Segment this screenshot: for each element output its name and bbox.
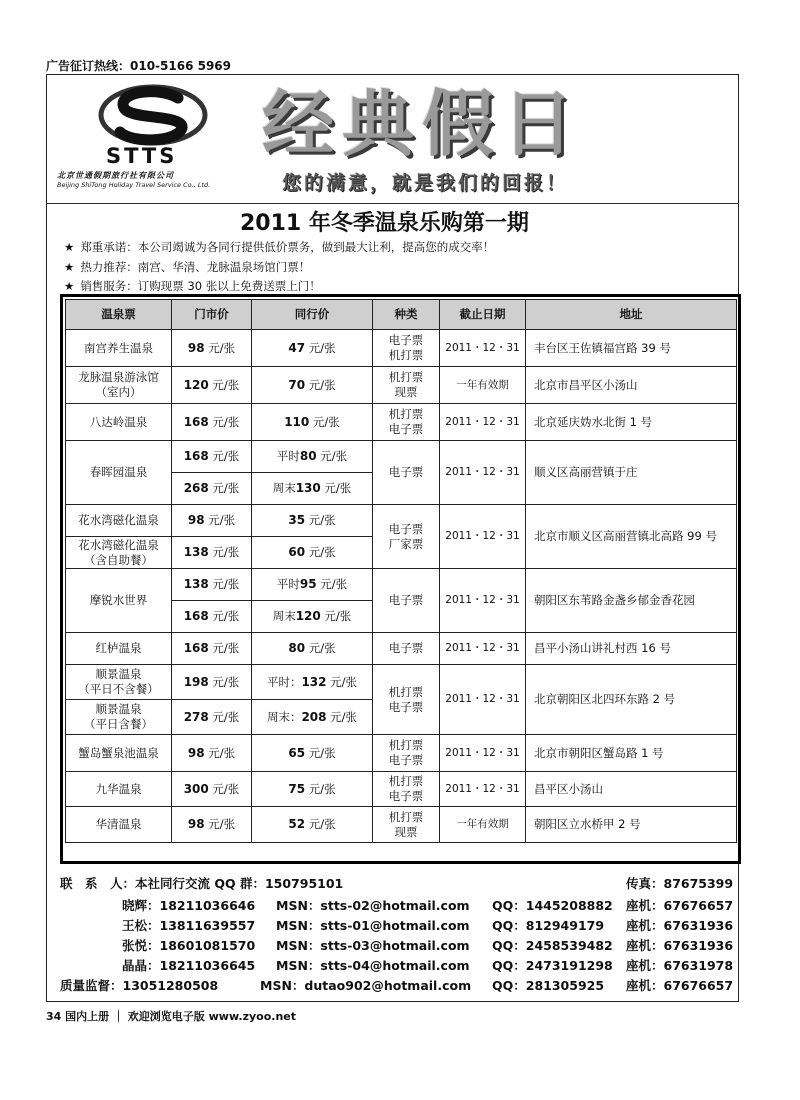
spring-name-cell: 南宫养生温泉 xyxy=(66,330,172,367)
company-name-en: Beijing ShiTong Holiday Travel Service Co., Ltd. xyxy=(57,181,211,189)
retail-price-cell: 98 元/张 xyxy=(172,505,252,537)
person-qq: QQ：1445208882 xyxy=(492,898,613,913)
supervisor-row xyxy=(60,976,740,996)
trade-price-cell: 110 元/张 xyxy=(252,404,373,441)
retail-price-cell: 168 元/张 xyxy=(172,633,252,665)
ad-hotline: 广告征订热线：010-5166 5969 xyxy=(46,59,232,73)
ticket-type-cell: 机打票 电子票 xyxy=(373,735,440,772)
table-row xyxy=(66,441,737,473)
spring-name-cell: 春晖园温泉 xyxy=(66,441,172,505)
address-cell: 北京朝阳区北四环东路 2 号 xyxy=(526,665,737,735)
trade-price-cell: 周末130 元/张 xyxy=(252,473,373,505)
promise-item: ★ 销售服务：订购现票 30 张以上免费送票上门！ xyxy=(64,279,321,293)
trade-price-cell: 平时80 元/张 xyxy=(252,441,373,473)
ticket-type-cell: 机打票 现票 xyxy=(373,367,440,404)
retail-price-cell: 138 元/张 xyxy=(172,537,252,569)
table-header-row xyxy=(66,300,737,330)
expiry-date-cell: 2011・12・31 xyxy=(440,441,526,505)
address-cell: 北京市朝阳区蟹岛路 1 号 xyxy=(526,735,737,772)
table-row xyxy=(66,367,737,404)
expiry-date-cell: 2011・12・31 xyxy=(440,569,526,633)
table-row xyxy=(66,330,737,367)
address-cell: 朝阳区东苇路金盏乡郁金香花园 xyxy=(526,569,737,633)
trade-price-cell: 70 元/张 xyxy=(252,367,373,404)
ticket-type-cell: 电子票 xyxy=(373,441,440,505)
expiry-date-cell: 2011・12・31 xyxy=(440,505,526,569)
col-header: 种类 xyxy=(373,300,440,330)
address-cell: 昌平小汤山讲礼村西 16 号 xyxy=(526,633,737,665)
spring-name-cell: 顺景温泉 （平日不含餐） xyxy=(66,665,172,700)
address-cell: 北京市昌平区小汤山 xyxy=(526,367,737,404)
promise-list xyxy=(64,238,494,297)
address-cell: 昌平区小汤山 xyxy=(526,772,737,807)
person-qq: QQ：2458539482 xyxy=(492,938,613,953)
expiry-date-cell: 2011・12・31 xyxy=(440,735,526,772)
table-row xyxy=(66,735,737,772)
ticket-type-cell: 电子票 机打票 xyxy=(373,330,440,367)
retail-price-cell: 168 元/张 xyxy=(172,441,252,473)
ticket-type-cell: 电子票 xyxy=(373,569,440,633)
company-name-cn: 北京世通假期旅行社有限公司 xyxy=(57,171,174,180)
trade-price-cell: 75 元/张 xyxy=(252,772,373,807)
person-tel: 座机：67631936 xyxy=(626,918,734,933)
retail-price-cell: 98 元/张 xyxy=(172,807,252,843)
ticket-type-cell: 机打票 现票 xyxy=(373,807,440,843)
page-footer: 34 国内上册 ｜ 欢迎浏览电子版 www.zyoo.net xyxy=(46,1010,297,1023)
person-tel: 座机：67631978 xyxy=(626,958,734,973)
spring-name-cell: 花水湾磁化温泉 xyxy=(66,505,172,537)
table-row xyxy=(66,569,737,601)
col-header: 截止日期 xyxy=(440,300,526,330)
retail-price-cell: 198 元/张 xyxy=(172,665,252,700)
spring-name-cell: 红栌温泉 xyxy=(66,633,172,665)
person-qq: QQ：812949179 xyxy=(492,918,605,933)
address-cell: 顺义区高丽营镇于庄 xyxy=(526,441,737,505)
ticket-type-cell: 电子票 厂家票 xyxy=(373,505,440,569)
ticket-type-cell: 机打票 电子票 xyxy=(373,404,440,441)
star-icon: ★ xyxy=(64,259,75,274)
promise-item: ★ 郑重承诺：本公司竭诚为各同行提供低价票务，做到最大让利，提高您的成交率！ xyxy=(64,240,495,254)
supervisor-qq: QQ：281305925 xyxy=(492,978,605,993)
person-phone: 王松：13811639557 xyxy=(122,918,256,933)
person-tel: 座机：67676657 xyxy=(626,898,734,913)
contact-person-row xyxy=(60,896,740,916)
spring-name-cell: 顺景温泉 （平日含餐） xyxy=(66,700,172,735)
contact-person-row xyxy=(60,956,740,976)
supervisor-msn: MSN：dutao902@hotmail.com xyxy=(260,978,472,993)
expiry-date-cell: 2011・12・31 xyxy=(440,772,526,807)
header-divider xyxy=(46,203,739,204)
retail-price-cell: 98 元/张 xyxy=(172,735,252,772)
col-header: 门市价 xyxy=(172,300,252,330)
person-phone: 张悦：18601081570 xyxy=(122,938,256,953)
star-icon: ★ xyxy=(64,240,75,254)
table-row xyxy=(66,505,737,537)
person-msn: MSN：stts-01@hotmail.com xyxy=(276,918,470,933)
expiry-date-cell: 一年有效期 xyxy=(440,367,526,404)
hot-spring-price-table xyxy=(65,299,737,843)
person-phone: 晶晶：18211036645 xyxy=(122,958,256,973)
retail-price-cell: 278 元/张 xyxy=(172,700,252,735)
supervisor-phone: 质量监督：13051280508 xyxy=(60,978,219,993)
expiry-date-cell: 一年有效期 xyxy=(440,807,526,843)
trade-price-cell: 80 元/张 xyxy=(252,633,373,665)
col-header: 同行价 xyxy=(252,300,373,330)
stts-logo xyxy=(98,84,208,174)
retail-price-cell: 120 元/张 xyxy=(172,367,252,404)
retail-price-cell: 168 元/张 xyxy=(172,601,252,633)
table-row xyxy=(66,665,737,700)
spring-name-cell: 摩锐水世界 xyxy=(66,569,172,633)
ticket-type-cell: 机打票 电子票 xyxy=(373,772,440,807)
price-table-frame xyxy=(60,294,741,864)
person-msn: MSN：stts-02@hotmail.com xyxy=(276,898,470,913)
person-msn: MSN：stts-04@hotmail.com xyxy=(276,958,470,973)
swirl-logo-icon xyxy=(98,84,208,146)
contact-header-line xyxy=(60,874,740,894)
table-row xyxy=(66,404,737,441)
retail-price-cell: 300 元/张 xyxy=(172,772,252,807)
spring-name-cell: 八达岭温泉 xyxy=(66,404,172,441)
fax-number: 传真：87675399 xyxy=(626,876,734,891)
contact-section xyxy=(60,874,740,994)
brand-title: 经典假日 xyxy=(262,81,583,166)
trade-price-cell: 周末：208 元/张 xyxy=(252,700,373,735)
contact-person-row xyxy=(60,916,740,936)
person-tel: 座机：67631936 xyxy=(626,938,734,953)
retail-price-cell: 168 元/张 xyxy=(172,404,252,441)
person-msn: MSN：stts-03@hotmail.com xyxy=(276,938,470,953)
spring-name-cell: 花水湾磁化温泉 （含自助餐） xyxy=(66,537,172,569)
contact-label: 联 系 人：本社同行交流 QQ 群：150795101 xyxy=(60,876,344,891)
table-row xyxy=(66,633,737,665)
ticket-type-cell: 电子票 xyxy=(373,633,440,665)
spring-name-cell: 华清温泉 xyxy=(66,807,172,843)
person-phone: 晓辉：18211036646 xyxy=(122,898,256,913)
promise-item: ★ 热力推荐：南宫、华清、龙脉温泉场馆门票！ xyxy=(64,259,311,274)
spring-name-cell: 蟹岛蟹泉池温泉 xyxy=(66,735,172,772)
trade-price-cell: 52 元/张 xyxy=(252,807,373,843)
trade-price-cell: 周末120 元/张 xyxy=(252,601,373,633)
expiry-date-cell: 2011・12・31 xyxy=(440,665,526,735)
contact-person-row xyxy=(60,936,740,956)
col-header: 地址 xyxy=(526,300,737,330)
retail-price-cell: 268 元/张 xyxy=(172,473,252,505)
table-body xyxy=(66,330,737,843)
table-row xyxy=(66,772,737,807)
star-icon: ★ xyxy=(64,279,75,293)
person-qq: QQ：2473191298 xyxy=(492,958,613,973)
retail-price-cell: 98 元/张 xyxy=(172,330,252,367)
supervisor-tel: 座机：67676657 xyxy=(626,978,734,993)
address-cell: 丰台区王佐镇福宫路 39 号 xyxy=(526,330,737,367)
table-row xyxy=(66,807,737,843)
logo-text: STTS xyxy=(106,144,178,168)
address-cell: 北京市顺义区高丽营镇北高路 99 号 xyxy=(526,505,737,569)
retail-price-cell: 138 元/张 xyxy=(172,569,252,601)
ticket-type-cell: 机打票 电子票 xyxy=(373,665,440,735)
col-header: 温泉票 xyxy=(66,300,172,330)
address-cell: 朝阳区立水桥甲 2 号 xyxy=(526,807,737,843)
trade-price-cell: 35 元/张 xyxy=(252,505,373,537)
spring-name-cell: 龙脉温泉游泳馆 （室内） xyxy=(66,367,172,404)
trade-price-cell: 47 元/张 xyxy=(252,330,373,367)
address-cell: 北京延庆妫水北街 1 号 xyxy=(526,404,737,441)
trade-price-cell: 60 元/张 xyxy=(252,537,373,569)
spring-name-cell: 九华温泉 xyxy=(66,772,172,807)
trade-price-cell: 平时：132 元/张 xyxy=(252,665,373,700)
trade-price-cell: 65 元/张 xyxy=(252,735,373,772)
expiry-date-cell: 2011・12・31 xyxy=(440,404,526,441)
expiry-date-cell: 2011・12・31 xyxy=(440,633,526,665)
trade-price-cell: 平时95 元/张 xyxy=(252,569,373,601)
expiry-date-cell: 2011・12・31 xyxy=(440,330,526,367)
brand-slogan: 您的满意，就是我们的回报！ xyxy=(282,172,569,194)
page-title: 2011 年冬季温泉乐购第一期 xyxy=(240,211,529,236)
